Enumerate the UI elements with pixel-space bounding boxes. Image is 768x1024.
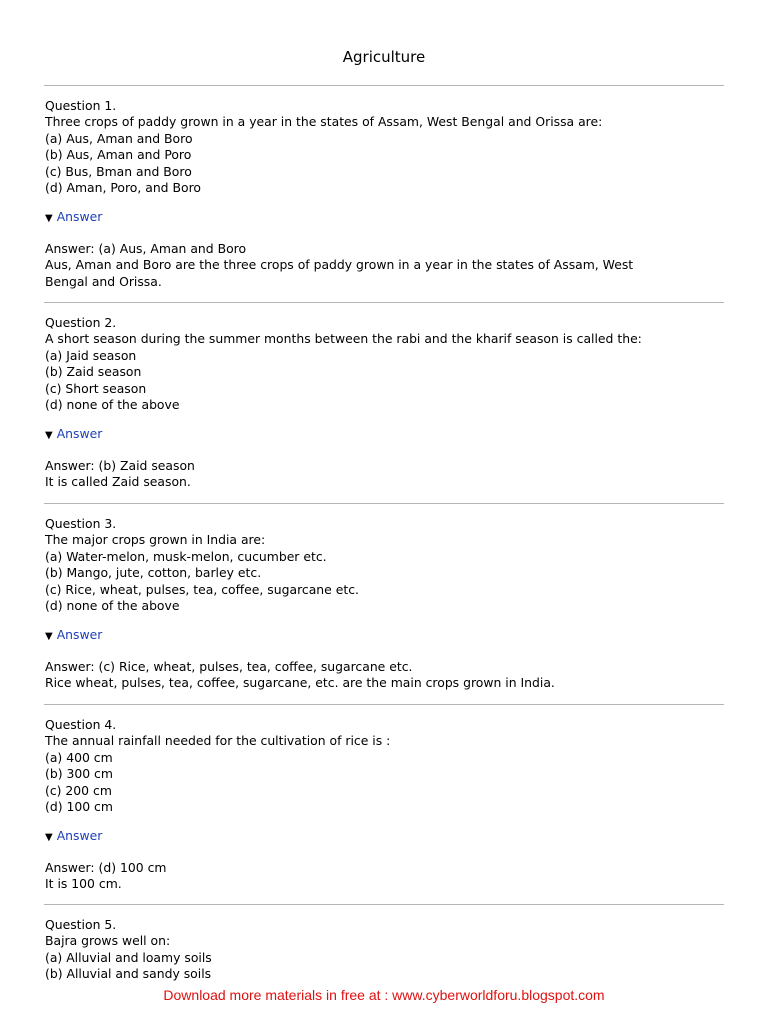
divider bbox=[44, 85, 724, 86]
divider bbox=[44, 904, 724, 905]
question-text: The major crops grown in India are: bbox=[45, 532, 266, 548]
option-a: (a) Jaid season bbox=[45, 347, 137, 363]
answer-text: Answer: (b) Zaid season bbox=[45, 457, 195, 473]
answer-toggle[interactable] bbox=[45, 828, 725, 846]
question-label: Question 2. bbox=[45, 315, 117, 330]
question-block-2 bbox=[45, 315, 725, 491]
answer-toggle-label[interactable]: Answer bbox=[56, 209, 103, 225]
triangle-down-icon: ▼ bbox=[45, 631, 53, 643]
question-block-3 bbox=[45, 516, 725, 692]
option-c: (c) Short season bbox=[45, 380, 147, 396]
answer-toggle[interactable] bbox=[45, 627, 725, 645]
option-d: (d) none of the above bbox=[45, 397, 180, 413]
explanation-line: Bengal and Orissa. bbox=[45, 273, 162, 289]
option-c: (c) 200 cm bbox=[45, 782, 112, 798]
option-d: (d) none of the above bbox=[45, 598, 180, 614]
option-a: (a) Water-melon, musk-melon, cucumber etc. bbox=[45, 548, 327, 564]
option-b: (b) Zaid season bbox=[45, 364, 142, 380]
question-text: Three crops of paddy grown in a year in the states of Assam, West Bengal and Orissa are: bbox=[45, 114, 603, 130]
explanation-line: It is 100 cm. bbox=[45, 876, 122, 892]
triangle-down-icon: ▼ bbox=[45, 832, 53, 844]
answer-text: Answer: (c) Rice, wheat, pulses, tea, coffee, sugarcane etc. bbox=[45, 658, 413, 674]
question-label: Question 1. bbox=[45, 98, 117, 113]
divider bbox=[44, 302, 724, 303]
answer-toggle[interactable] bbox=[45, 426, 725, 444]
option-a: (a) Aus, Aman and Boro bbox=[45, 130, 193, 146]
answer-toggle[interactable] bbox=[45, 209, 725, 227]
option-b: (b) Aus, Aman and Poro bbox=[45, 147, 192, 163]
answer-toggle-label[interactable]: Answer bbox=[56, 426, 103, 442]
question-label: Question 5. bbox=[45, 917, 117, 932]
question-text: Bajra grows well on: bbox=[45, 933, 171, 949]
footer-download-link[interactable]: Download more materials in free at : www.cyberworldforu.blogspot.com bbox=[163, 987, 605, 1003]
option-a: (a) 400 cm bbox=[45, 749, 113, 765]
question-text: A short season during the summer months between the rabi and the kharif season is called the: bbox=[45, 331, 642, 347]
explanation-line: Rice wheat, pulses, tea, coffee, sugarcane, etc. are the main crops grown in India. bbox=[45, 675, 555, 691]
page-title: Agriculture bbox=[342, 48, 426, 66]
question-text: The annual rainfall needed for the cultivation of rice is : bbox=[45, 733, 391, 749]
question-label: Question 4. bbox=[45, 717, 117, 732]
option-b: (b) 300 cm bbox=[45, 766, 113, 782]
explanation-line: Aus, Aman and Boro are the three crops of paddy grown in a year in the states of Assam, West bbox=[45, 257, 634, 273]
divider bbox=[44, 704, 724, 705]
answer-toggle-label[interactable]: Answer bbox=[56, 627, 103, 643]
option-d: (d) 100 cm bbox=[45, 799, 113, 815]
triangle-down-icon: ▼ bbox=[45, 430, 53, 442]
answer-text: Answer: (a) Aus, Aman and Boro bbox=[45, 240, 247, 256]
option-c: (c) Rice, wheat, pulses, tea, coffee, sugarcane etc. bbox=[45, 581, 359, 597]
option-c: (c) Bus, Bman and Boro bbox=[45, 163, 192, 179]
answer-text: Answer: (d) 100 cm bbox=[45, 859, 167, 875]
question-block-5 bbox=[45, 917, 725, 983]
question-label: Question 3. bbox=[45, 516, 117, 531]
option-d: (d) Aman, Poro, and Boro bbox=[45, 180, 201, 196]
answer-toggle-label[interactable]: Answer bbox=[56, 828, 103, 844]
explanation-line: It is called Zaid season. bbox=[45, 474, 191, 490]
divider bbox=[44, 503, 724, 504]
triangle-down-icon: ▼ bbox=[45, 213, 53, 225]
option-a: (a) Alluvial and loamy soils bbox=[45, 949, 212, 965]
option-b: (b) Alluvial and sandy soils bbox=[45, 966, 212, 982]
option-b: (b) Mango, jute, cotton, barley etc. bbox=[45, 565, 262, 581]
question-block-4 bbox=[45, 717, 725, 893]
question-block-1 bbox=[45, 98, 725, 290]
